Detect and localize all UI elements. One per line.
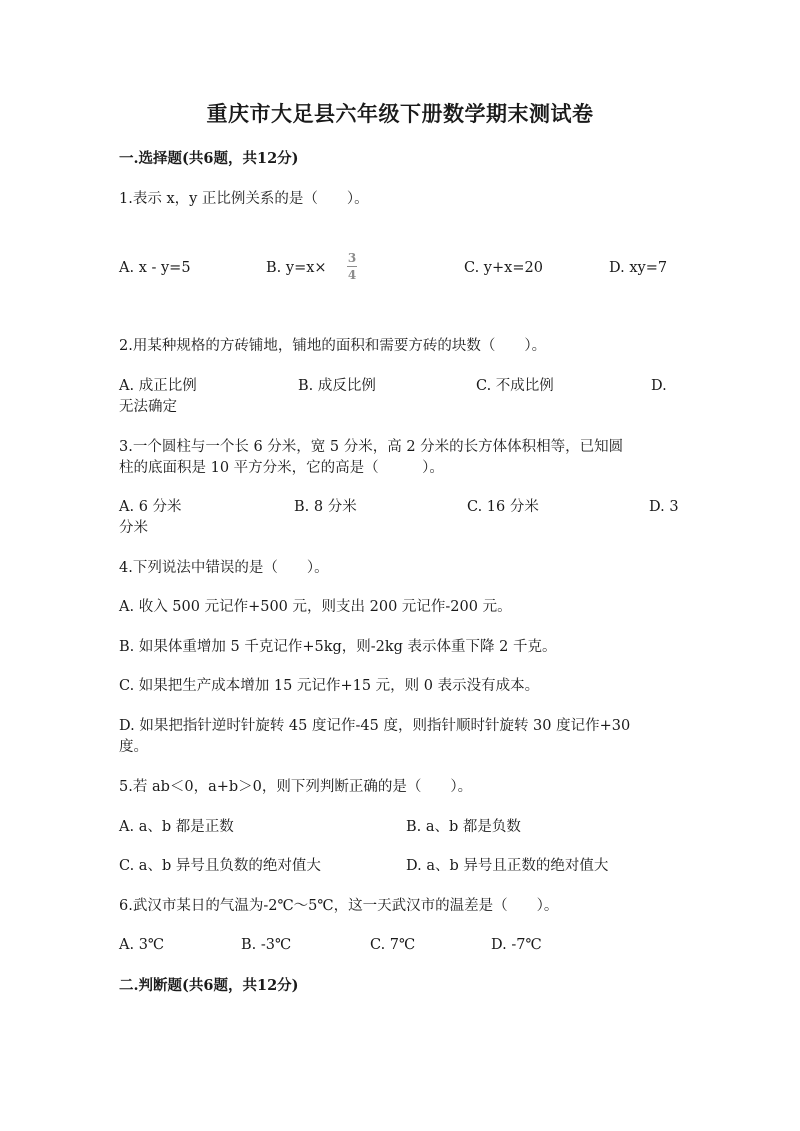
question-2-option-c: C. 不成比例 bbox=[476, 378, 554, 394]
question-1-option-c: C. y+x=20 bbox=[464, 260, 543, 276]
fraction-numerator: 3 bbox=[347, 251, 357, 265]
question-1-option-b: B. y=x× bbox=[266, 260, 327, 276]
question-2-option-d: D. bbox=[651, 378, 667, 394]
question-1-fraction bbox=[347, 252, 357, 281]
question-2-option-d-text: 无法确定 bbox=[119, 399, 177, 415]
question-6-option-d: D. -7℃ bbox=[491, 937, 542, 953]
question-5-option-a: A. a、b 都是正数 bbox=[119, 819, 234, 835]
question-5-option-b: B. a、b 都是负数 bbox=[406, 819, 521, 835]
question-3-option-d-unit: 分米 bbox=[119, 520, 148, 536]
question-1-option-d: D. xy=7 bbox=[609, 260, 668, 276]
fraction-denominator: 4 bbox=[347, 268, 357, 282]
question-6-stem: 6.武汉市某日的气温为-2℃～5℃，这一天武汉市的温差是（ ）。 bbox=[119, 898, 559, 914]
question-5-option-c: C. a、b 异号且负数的绝对值大 bbox=[119, 858, 321, 874]
question-2-option-b: B. 成反比例 bbox=[298, 378, 376, 394]
question-3-stem-line-2: 柱的底面积是 10 平方分米，它的高是（ ）。 bbox=[119, 460, 444, 476]
question-6-option-b: B. -3℃ bbox=[241, 937, 292, 953]
question-4-option-c: C. 如果把生产成本增加 15 元记作+15 元，则 0 表示没有成本。 bbox=[119, 678, 540, 694]
question-2-option-a: A. 成正比例 bbox=[119, 378, 197, 394]
question-3-option-a: A. 6 分米 bbox=[119, 499, 182, 515]
question-4-option-a: A. 收入 500 元记作+500 元，则支出 200 元记作-200 元。 bbox=[119, 599, 512, 615]
question-3-stem-line-1: 3.一个圆柱与一个长 6 分米，宽 5 分米，高 2 分米的长方体体积相等，已知圆 bbox=[119, 439, 624, 455]
question-6-option-c: C. 7℃ bbox=[370, 937, 416, 953]
question-4-option-b: B. 如果体重增加 5 千克记作+5kg，则-2kg 表示体重下降 2 千克。 bbox=[119, 639, 557, 655]
question-5-stem: 5.若 ab＜0，a+b＞0，则下列判断正确的是（ ）。 bbox=[119, 779, 473, 795]
question-4-option-d: D. 如果把指针逆时针旋转 45 度记作-45 度，则指针顺时针旋转 30 度记作+30 bbox=[119, 718, 631, 734]
page-title: 重庆市大足县六年级下册数学期末测试卷 bbox=[206, 101, 594, 126]
section-heading-judgment: 二.判断题(共6题，共12分) bbox=[119, 977, 299, 994]
question-3-option-b: B. 8 分米 bbox=[294, 499, 357, 515]
fraction-bar bbox=[347, 266, 357, 267]
question-1-option-a: A. x - y=5 bbox=[119, 260, 191, 276]
question-2-stem: 2.用某种规格的方砖铺地，铺地的面积和需要方砖的块数（ ）。 bbox=[119, 338, 547, 354]
question-3-option-c: C. 16 分米 bbox=[467, 499, 539, 515]
question-6-option-a: A. 3℃ bbox=[119, 937, 165, 953]
question-1-stem: 1.表示 x，y 正比例关系的是（ ）。 bbox=[119, 191, 369, 207]
question-5-option-d: D. a、b 异号且正数的绝对值大 bbox=[406, 858, 609, 874]
question-3-option-d: D. 3 bbox=[649, 499, 679, 515]
section-heading-choice: 一.选择题(共6题，共12分) bbox=[119, 150, 299, 167]
question-4-stem: 4.下列说法中错误的是（ ）。 bbox=[119, 560, 329, 576]
question-4-option-d-cont: 度。 bbox=[119, 739, 148, 755]
